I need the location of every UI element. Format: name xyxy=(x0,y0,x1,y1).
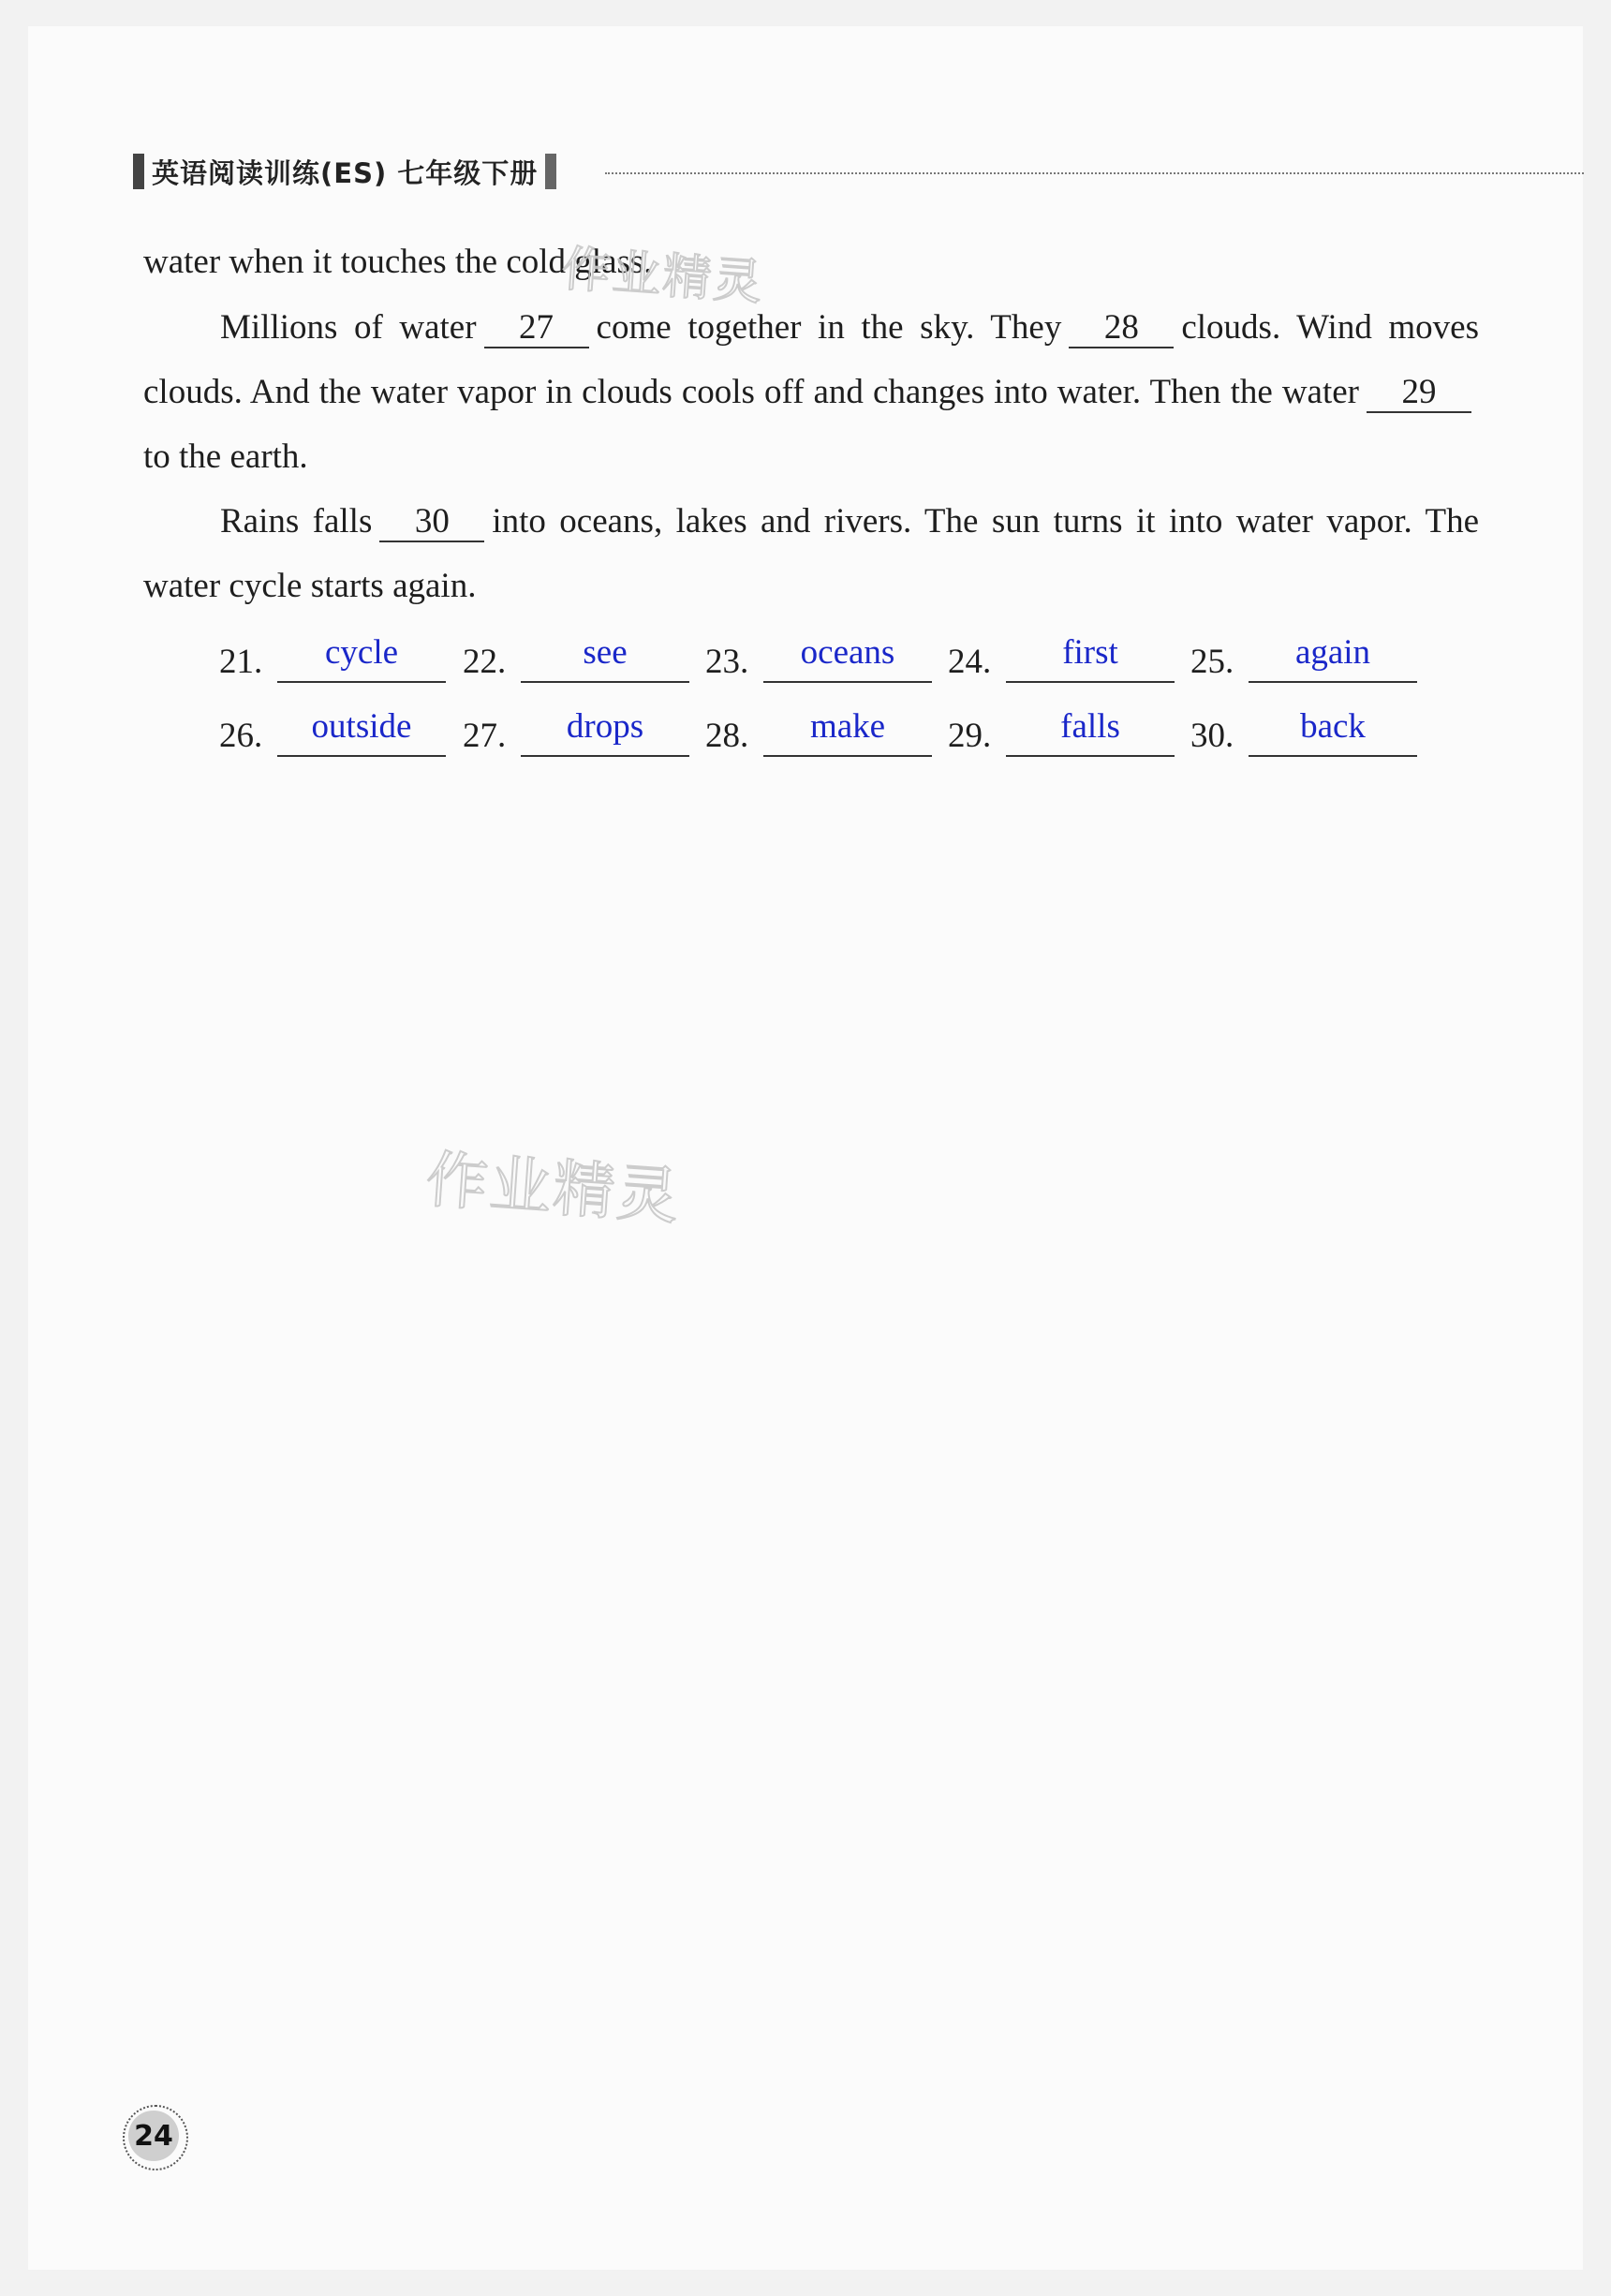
answer-line xyxy=(1249,706,1417,757)
answer-line xyxy=(1249,632,1417,683)
watermark-top: 作业精灵 xyxy=(559,241,766,312)
answer-value: see xyxy=(583,633,628,672)
answer-value: cycle xyxy=(324,633,399,672)
passage-paragraph-1 xyxy=(143,295,1479,489)
answer-number: 21. xyxy=(219,643,263,681)
blank-27: 27 xyxy=(484,309,589,348)
answer-number: 25. xyxy=(1190,643,1234,681)
answer-line xyxy=(521,706,689,757)
answer-value: oceans xyxy=(800,633,895,672)
answer-number: 27. xyxy=(463,717,507,755)
answer-value: falls xyxy=(1060,707,1120,746)
passage-continuation xyxy=(143,230,1479,294)
answer-line xyxy=(277,706,446,757)
para2-text-b: into oceans, lakes and rivers. The sun turns it into water vapor. The water cycle starts again. xyxy=(143,502,1480,605)
para1-text-d: to the earth. xyxy=(143,437,308,476)
answer-value: drops xyxy=(566,707,644,746)
passage-paragraph-2 xyxy=(143,489,1479,618)
answer-number: 28. xyxy=(705,717,749,755)
book-title: 英语阅读训练(ES) 七年级下册 xyxy=(152,156,539,189)
answer-number: 29. xyxy=(948,717,992,755)
header-left-bar xyxy=(133,154,144,189)
para1-text-b: come together in the sky. They xyxy=(596,308,1062,347)
page-number: 24 xyxy=(128,2111,179,2161)
book-header xyxy=(133,150,556,193)
answer-value: again xyxy=(1294,633,1371,672)
answer-line xyxy=(763,706,932,757)
para2-text-a: Rains falls xyxy=(220,502,373,541)
blank-30: 30 xyxy=(379,503,484,542)
answer-number: 26. xyxy=(219,717,263,755)
para1-text-c: clouds. Wind moves clouds. And the water vapor in clouds cools off and changes into water. Then the water xyxy=(143,308,1479,411)
answer-value: make xyxy=(809,707,886,746)
para1-text-a: Millions of water xyxy=(220,308,477,347)
blank-29: 29 xyxy=(1367,374,1471,413)
answer-value: back xyxy=(1300,707,1366,746)
answer-number: 24. xyxy=(948,643,992,681)
answer-line xyxy=(1006,706,1175,757)
answer-line xyxy=(763,632,932,683)
watermark-center: 作业精灵 xyxy=(423,1143,683,1234)
answer-number: 22. xyxy=(463,643,507,681)
answer-value: outside xyxy=(311,707,412,746)
answer-number: 23. xyxy=(705,643,749,681)
header-dotted-rule xyxy=(605,172,1584,174)
blank-28: 28 xyxy=(1069,309,1174,348)
continuation-text: water when it touches the cold glass. xyxy=(143,243,653,281)
answer-line xyxy=(521,632,689,683)
answer-number: 30. xyxy=(1190,717,1234,755)
header-right-bar xyxy=(545,154,556,189)
answer-line xyxy=(1006,632,1175,683)
answer-line xyxy=(277,632,446,683)
answer-value: first xyxy=(1062,633,1118,672)
